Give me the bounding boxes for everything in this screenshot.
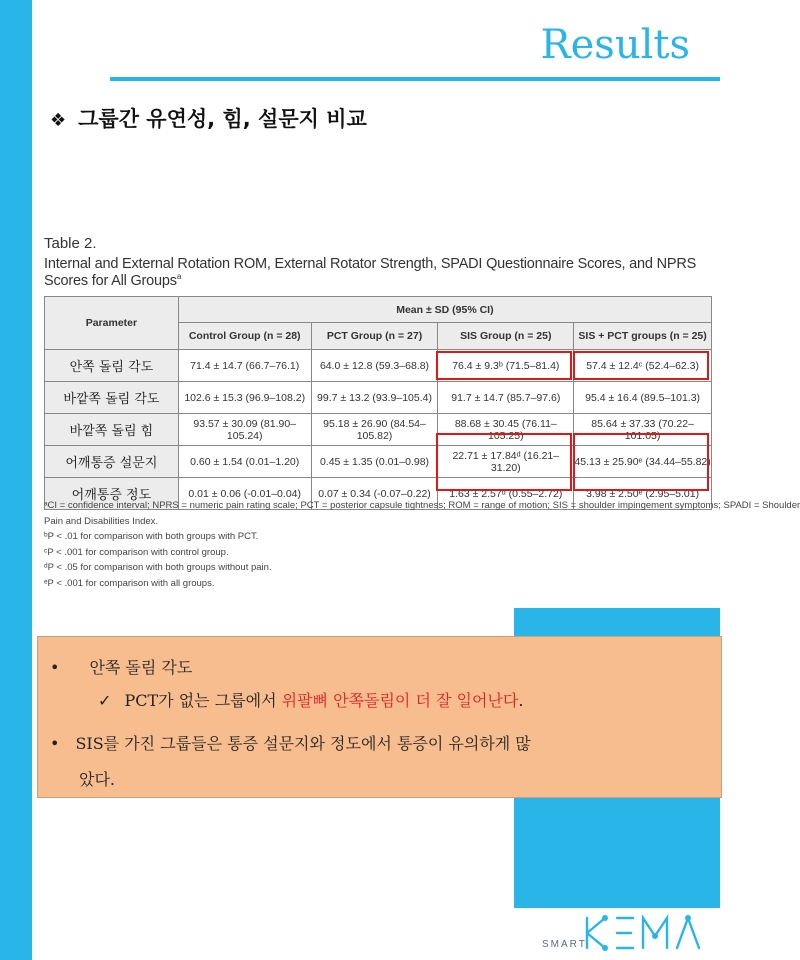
row-label-external-strength: 바깥쪽 돌림 힘	[45, 414, 179, 446]
row-label-external-rotation: 바깥쪽 돌림 각도	[45, 382, 179, 414]
row-label-internal-rotation: 안쪽 돌림 각도	[45, 350, 179, 382]
table-label: Table 2.	[44, 235, 97, 252]
table-cell: 45.13 ± 25.90ᵉ (34.44–55.82)	[574, 446, 712, 478]
footnote: ᵃCI = confidence interval; NPRS = numeric pain rating scale; PCT = posterior capsule tightness; ROM = range of motion; SIS = shoulder impingement symptoms; SPADI = Shoulder	[44, 500, 800, 511]
table-cell: 71.4 ± 14.7 (66.7–76.1)	[178, 350, 311, 382]
section-heading-text: 그룹간 유연성, 힘, 설문지 비교	[78, 107, 367, 131]
bullet-icon: •	[50, 658, 60, 677]
highlight-box-sis-spadi	[436, 433, 572, 491]
footnote: Pain and Disabilities Index.	[44, 515, 159, 527]
parameter-header: Parameter	[45, 297, 179, 350]
caption-footnote-mark: a	[176, 272, 182, 281]
row-label-nprs: 어깨통증 정도	[45, 478, 179, 510]
row-label-spadi: 어깨통증 설문지	[45, 446, 179, 478]
highlight-box-sispct-internal	[573, 351, 709, 380]
summary-sub-suffix: .	[518, 691, 524, 710]
left-accent-bar	[0, 0, 32, 960]
footnote: ᵈP < .05 for comparison with both groups without pain.	[44, 562, 272, 573]
table-cell: 0.01 ± 0.06 (-0.01–0.04)	[178, 478, 311, 510]
title-underline	[110, 77, 720, 81]
table-cell: 22.71 ± 17.84ᵈ (16.21–31.20)	[438, 446, 574, 478]
table-cell: 64.0 ± 12.8 (59.3–68.8)	[311, 350, 438, 382]
table-row	[45, 382, 712, 414]
page-title: Results	[540, 22, 690, 68]
table-cell: 91.7 ± 14.7 (85.7–97.6)	[438, 382, 574, 414]
mean-sd-header: Mean ± SD (95% CI)	[178, 297, 711, 323]
summary-box	[37, 636, 722, 798]
summary-sub-highlight: 위팔뼈 안쪽돌림이 더 잘 일어난다	[281, 691, 519, 710]
table-cell: 95.4 ± 16.4 (89.5–101.3)	[574, 382, 712, 414]
column-header-control: Control Group (n = 28)	[178, 323, 311, 350]
table-cell: 102.6 ± 15.3 (96.9–108.2)	[178, 382, 311, 414]
logo-smart-text: SMART	[542, 939, 587, 950]
footnote: ᵇP < .01 for comparison with both groups with PCT.	[44, 531, 259, 542]
table-cell: 99.7 ± 13.2 (93.9–105.4)	[311, 382, 438, 414]
footnote: ᶜP < .001 for comparison with control group.	[44, 546, 229, 558]
column-header-sis: SIS Group (n = 25)	[438, 323, 574, 350]
table-description: Internal and External Rotation ROM, External Rotator Strength, SPADI Questionnaire Scores, and NPRS Scores for All Groups	[44, 256, 697, 289]
table-cell: 88.68 ± 30.45 (76.11–105.25)	[438, 414, 574, 446]
column-header-sis-pct: SIS + PCT groups (n = 25)	[574, 323, 712, 350]
footnote: ᵉP < .001 for comparison with all groups.	[44, 577, 215, 589]
table-cell: 0.60 ± 1.54 (0.01–1.20)	[178, 446, 311, 478]
table-cell: 1.63 ± 2.57ᵈ (0.55–2.72)	[438, 478, 574, 510]
table-cell: 3.98 ± 2.50ᵉ (2.95–5.01)	[574, 478, 712, 510]
table-caption	[44, 235, 720, 289]
table-cell: 85.64 ± 37.33 (70.22–101.05)	[574, 414, 712, 446]
table-cell: 93.57 ± 30.09 (81.90–105.24)	[178, 414, 311, 446]
table-cell: 57.4 ± 12.4ᶜ (52.4–62.3)	[574, 350, 712, 382]
check-icon: ✓	[98, 691, 112, 710]
summary-item-sis-line2: 았다.	[79, 770, 115, 789]
table-cell: 95.18 ± 26.90 (84.54–105.82)	[311, 414, 438, 446]
summary-item-sis-line1: SIS를 가진 그룹들은 통증 설문지와 정도에서 통증이 유의하게 많	[75, 734, 531, 753]
table-footnotes	[44, 498, 800, 591]
highlight-box-sis-internal	[436, 351, 572, 380]
highlight-box-sispct-spadi	[573, 433, 709, 491]
table-cell: 0.45 ± 1.35 (0.01–0.98)	[311, 446, 438, 478]
table-cell: 76.4 ± 9.3ᵇ (71.5–81.4)	[438, 350, 574, 382]
diamond-bullet-icon: ❖	[50, 110, 67, 131]
kema-logo-mark-icon	[577, 912, 707, 954]
summary-item-internal-rotation: 안쪽 돌림 각도	[89, 658, 193, 677]
section-heading	[50, 103, 367, 133]
column-header-pct: PCT Group (n = 27)	[311, 323, 438, 350]
bullet-icon: •	[50, 734, 60, 753]
summary-sub-prefix: PCT가 없는 그룹에서	[124, 691, 282, 710]
table-cell: 0.07 ± 0.34 (-0.07–0.22)	[311, 478, 438, 510]
